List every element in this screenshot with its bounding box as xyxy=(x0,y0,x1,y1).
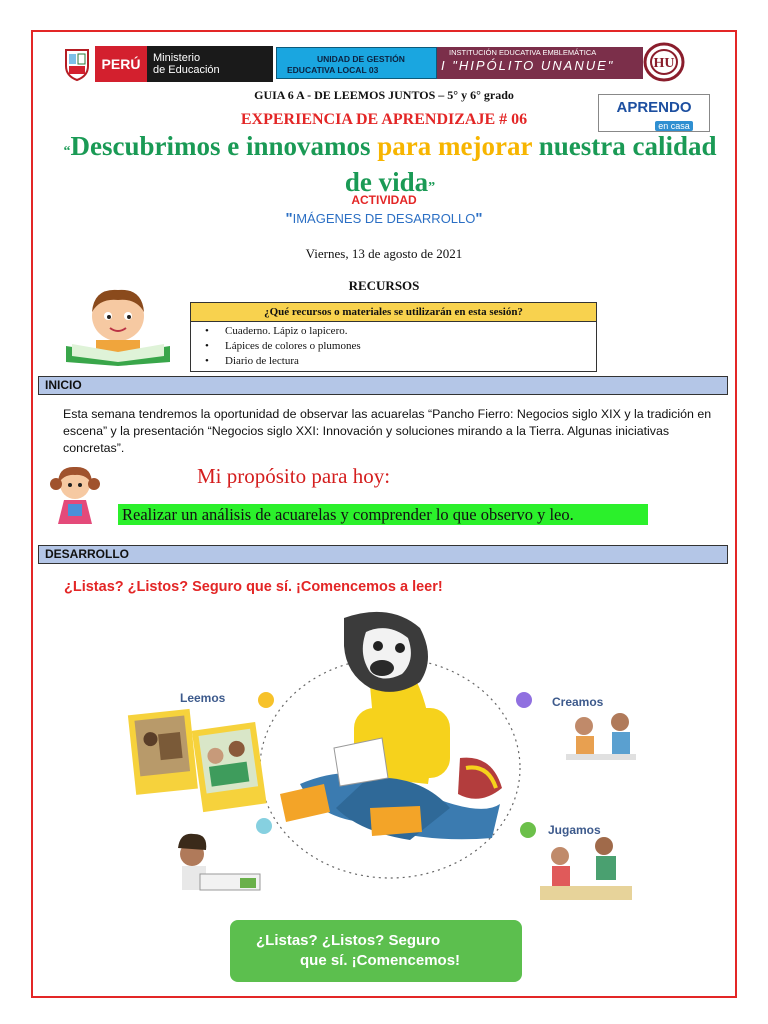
ugel-box: UNIDAD DE GESTIÓN EDUCATIVA LOCAL 03 xyxy=(276,47,437,79)
photo-pancho-fierro xyxy=(128,709,198,795)
jugamos-label: Jugamos xyxy=(548,823,601,837)
listas-prompt: ¿Listas? ¿Listos? Seguro que sí. ¡Comencemos a leer! xyxy=(64,579,443,595)
proposito-heading: Mi propósito para hoy: xyxy=(197,464,391,488)
proposito-text: Realizar un análisis de acuarelas y comprender lo que observo y leo. xyxy=(118,504,648,525)
peru-shield-icon xyxy=(62,46,92,82)
guia-line: GUIA 6 A - DE LEEMOS JUNTOS – 5° y 6° grado xyxy=(254,88,514,102)
peru-label: PERÚ xyxy=(95,46,147,82)
girl-illustration xyxy=(46,462,104,526)
creamos-label: Creamos xyxy=(552,695,604,709)
orbit-dot-green xyxy=(520,822,536,838)
recursos-table xyxy=(190,302,597,372)
experiencia-heading: EXPERIENCIA DE APRENDIZAJE # 06 xyxy=(240,111,528,128)
bear-activities-illustration xyxy=(120,608,640,908)
inicio-bar: INICIO xyxy=(38,376,728,395)
orbit-dot-blue xyxy=(256,818,272,834)
list-item: • Cuaderno. Lápiz o lapicero. xyxy=(205,324,596,339)
page-title: “Descubrimos e innovamos para mejorar nuestra calidad de vida” xyxy=(63,131,717,197)
hu-emblem-icon xyxy=(643,42,685,82)
photo-negocios xyxy=(192,722,267,812)
leemos-label: Leemos xyxy=(180,691,226,705)
recursos-question: ¿Qué recursos o materiales se utilizarán en esta sesión? xyxy=(191,303,596,322)
ministerio-logo xyxy=(95,46,273,82)
svg-text:HU: HU xyxy=(653,56,675,71)
institucion-box: INSTITUCIÓN EDUCATIVA EMBLEMÁTICA I "HIPÓLITO UNANUE" xyxy=(437,47,643,79)
ministerio-label: Ministerio de Educación xyxy=(153,52,220,76)
orbit-dot-purple xyxy=(516,692,532,708)
fecha: Viernes, 13 de agosto de 2021 xyxy=(305,246,463,261)
jugamos-kids xyxy=(540,837,632,900)
comencemos-button[interactable]: ¿Listas? ¿Listos? Seguro que sí. ¡Comencemos! xyxy=(230,920,522,982)
recursos-list xyxy=(191,322,596,371)
writing-girl xyxy=(178,834,260,890)
actividad-label: ACTIVIDAD xyxy=(351,193,417,207)
list-item: • Lápices de colores o plumones xyxy=(205,339,596,354)
desarrollo-bar: DESARROLLO xyxy=(38,545,728,564)
aprendo-en-casa-logo: APRENDO en casa xyxy=(598,94,710,132)
creamos-kids xyxy=(566,713,636,760)
boy-reading-illustration xyxy=(62,282,172,366)
inicio-text: Esta semana tendremos la oportunidad de observar las acuarelas “Pancho Fierro: Negocios siglo XIX y la tradición en escena” y la presentación “Negocios siglo XXI: Innovación y soluciones mirando a la Tierra. Algunas iniciativas concretas”. xyxy=(63,407,712,455)
actividad-name: "IMÁGENES DE DESARROLLO" xyxy=(285,210,483,227)
list-item: • Diario de lectura xyxy=(205,354,596,369)
recursos-heading: RECURSOS xyxy=(348,278,420,293)
bear-character xyxy=(280,612,502,840)
orbit-dot-yellow xyxy=(258,692,274,708)
